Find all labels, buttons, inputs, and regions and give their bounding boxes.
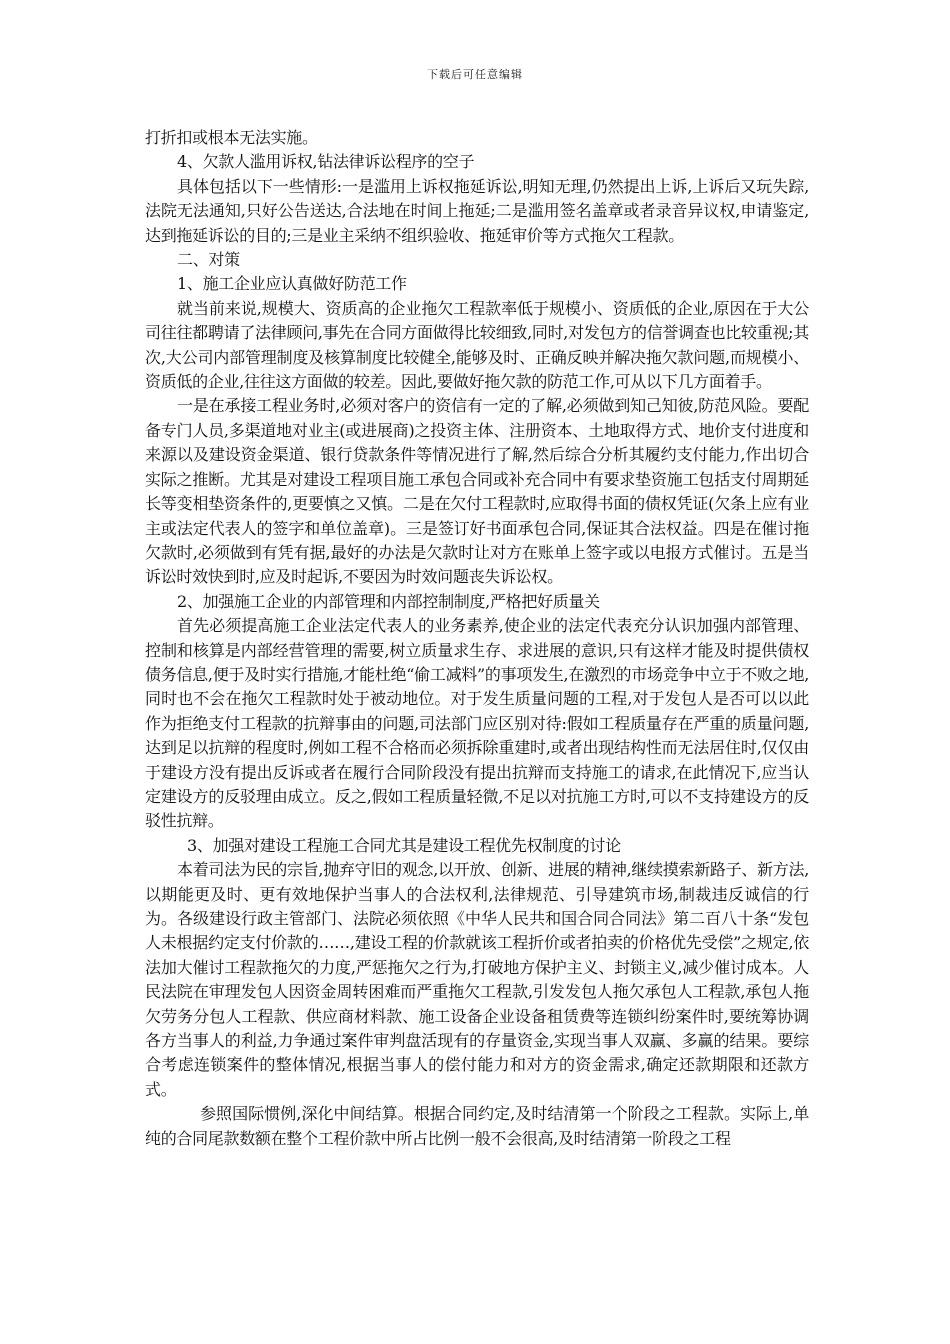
section-heading-3: 3、加强对建设工程施工合同尤其是建设工程优先权制度的讨论 xyxy=(187,835,621,855)
section-heading-countermeasures: 二、对策 xyxy=(177,250,240,270)
section-heading-2: 2、加强施工企业的内部管理和内部控制制度,严格把好质量关 xyxy=(177,591,600,611)
section-heading-1: 1、施工企业应认真做好防范工作 xyxy=(177,274,407,294)
paragraph-body: 首先必须提高施工企业法定代表人的业务素养,使企业的法定代表充分认识加强内部管理、控制和核算是内部经营管理的需要,树立质量求生存、求进展的意识,只有这样才能及时提供债权债务信息,便于及时实行措施,才能杜绝“偷工减料”的事项发生,在激烈的市场竞争中立于不败之地,同时也不会在拖欠工程款时处于被动地位。对于发生质量问题的工程,对于发包人是否可以以此作为拒绝支付工程款的抗辩事由的问题,司法部门应区别对待:假如工程质量存在严重的质量问题,达到足以抗辩的程度时,例如工程不合格而必须拆除重建时,或者出现结构性而无法居住时,仅仅由于建设方没有提出反诉或者在履行合同阶段没有提出抗辩而支持施工的请求,在此情况下,应当认定建设方的反驳理由成立。反之,假如工程质量轻微,不足以对抗施工方时,可以不支持建设方的反驳性抗辩。 xyxy=(145,616,809,831)
page-header: 下载后可任意编辑 xyxy=(427,68,523,81)
document-body xyxy=(145,126,809,1151)
paragraph-body: 参照国际惯例,深化中间结算。根据合同约定,及时结清第一个阶段之工程款。实际上,单纯的合同尾款数额在整个工程价款中所占比例一般不会很高,及时结清第一阶段之工程 xyxy=(145,1104,809,1148)
paragraph-body: 就当前来说,规模大、资质高的企业拖欠工程款率低于规模小、资质低的企业,原因在于大公司往往都聘请了法律顾问,事先在合同方面做得比较细致,同时,对发包方的信誉调查也比较重视;其次,大公司内部管理制度及核算制度比较健全,能够及时、正确反映并解决拖欠款问题,而规模小、资质低的企业,往往这方面做的较差。因此,要做好拖欠款的防范工作,可从以下几方面着手。 xyxy=(145,298,809,392)
paragraph-body: 一是在承接工程业务时,必须对客户的资信有一定的了解,必须做到知己知彼,防范风险。要配备专门人员,多渠道地对业主(或进展商)之投资主体、注册资本、土地取得方式、地价支付进度和来源以及建设资金渠道、银行贷款条件等情况进行了解,然后综合分析其履约支付能力,作出切合实际之推断。尤其是对建设工程项目施工承包合同或补充合同中有要求垫资施工包括支付周期延长等变相垫资条件的,更要慎之又慎。二是在欠付工程款时,应取得书面的债权凭证(欠条上应有业主或法定代表人的签字和单位盖章)。三是签订好书面承包合同,保证其合法权益。四是在催讨拖欠款时,必须做到有凭有据,最好的办法是欠款时让对方在账单上签字或以电报方式催讨。五是当诉讼时效快到时,应及时起诉,不要因为时效问题丧失诉讼权。 xyxy=(145,396,809,587)
paragraph-continuation: 打折扣或根本无法实施。 xyxy=(145,128,318,147)
paragraph-body: 具体包括以下一些情形:一是滥用上诉权拖延诉讼,明知无理,仍然提出上诉,上诉后又玩失踪,法院无法通知,只好公告送达,合法地在时间上拖延;二是滥用签名盖章或者录音异议权,申请鉴定,达到拖延诉讼的目的;三是业主采纳不组织验收、拖延审价等方式拖欠工程款。 xyxy=(145,176,809,245)
paragraph-body: 本着司法为民的宗旨,抛弃守旧的观念,以开放、创新、进展的精神,继续摸索新路子、新方法,以期能更及时、更有效地保护当事人的合法权利,法律规范、引导建筑市场,制裁违反诚信的行为。各级建设行政主管部门、法院必须依照《中华人民共和国合同合同法》第二百八十条“发包人未根据约定支付价款的……,建设工程的价款就该工程折价或者拍卖的价格优先受偿”之规定,依法加大催讨工程款拖欠的力度,严惩拖欠之行为,打破地方保护主义、封锁主义,减少催讨成本。人民法院在审理发包人因资金周转困难而严重拖欠工程款,引发发包人拖欠承包人工程款,承包人拖欠劳务分包人工程款、供应商材料款、施工设备企业设备租赁费等连锁纠纷案件时,要统筹协调各方当事人的利益,力争通过案件审判盘活现有的存量资金,实现当事人双赢、多赢的结果。要综合考虑连锁案件的整体情况,根据当事人的偿付能力和对方的资金需求,确定还款期限和还款方式。 xyxy=(145,860,809,1099)
section-heading-4: 4、欠款人滥用诉权,钻法律诉讼程序的空子 xyxy=(177,152,475,172)
